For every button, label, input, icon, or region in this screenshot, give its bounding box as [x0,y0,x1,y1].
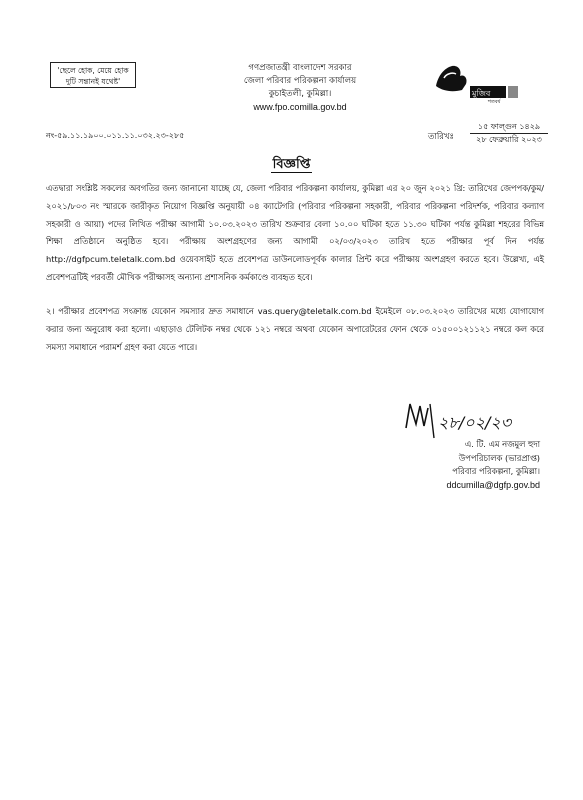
signatory-office: পরিবার পরিকল্পনা, কুমিল্লা। [452,466,540,476]
logo-subtext: শতবর্ষ [488,99,501,104]
handwritten-signature [398,398,548,442]
header-line-1: গণপ্রজাতন্ত্রী বাংলাদেশ সরকার [248,63,352,73]
government-header [180,62,420,114]
memo-number: নং-৫৯.১১.১৯০০.০১১.১১.০৩২.২৩-২৮৫ [46,131,185,140]
header-line-3: কুচাইতলী, কুমিল্লা। [268,89,332,99]
slogan-line-2: দুটি সন্তানই যথেষ্ট' [65,77,121,86]
notice-title-text: বিজ্ঞপ্তি [272,157,311,172]
slogan-line-1: 'ছেলে হোক, মেয়ে হোক [57,66,129,75]
date-english: ২৮ ফেব্রুয়ারি ২০২৩ [476,135,542,144]
header-website: www.fpo.comilla.gov.bd [253,102,347,112]
signatory-block [360,438,540,492]
header-line-2: জেলা পরিবার পরিকল্পনা কার্যালয় [243,76,357,86]
notice-paragraph-1: এতদ্বারা সংশ্লিষ্ট সকলের অবগতির জন্য জানানো যাচ্ছে যে, জেলা পরিবার পরিকল্পনা কার্যালয়, কুমিল্লা এর ২০ জুন ২০২১ খ্রি: তারিখের জেপপক/কুম/২০২১/৮০৩ নং স্মারকে জারীকৃত নিয়োগ বিজ্ঞপ্তি অনুযায়ী ০৪ ক্যাটেগরি (পরিবার পরিকল্পনা সহকারী, পরিবার পরিকল্পনা পরিদর্শক, পরিবার কল্যাণ সহকারী ও আয়া) পদের লিখিত পরীক্ষা আগামী ১০.০৩.২০২৩ তারিখ শুক্রবার বেলা ১০.০০ ঘটিকা হতে ১১.৩০ ঘটিকা পর্যন্ত কুমিল্লা শহরের বিভিন্ন শিক্ষা প্রতিষ্ঠানে অনুষ্ঠিত হবে। পরীক্ষায় অংশগ্রহণের জন্য আগামী ০২/০৩/২০২৩ তারিখ হতে পরীক্ষার পূর্ব দিন পর্যন্ত http://dgfpcum.teletalk.com.bd ওয়েবসাইট হতে প্রবেশপত্র ডাউনলোডপূর্বক কালার প্রিন্ট করে পরীক্ষায় অংশগ্রহণ করতে হবে। উল্লেখ্য, এই প্রবেশপত্রটিই পরবর্তী মৌখিক পরীক্ষাসহ অন্যান্য প্রশাসনিক কর্মকাণ্ডে ব্যবহৃত হবে। [46,183,544,282]
notice-paragraph-2: ২। পরীক্ষার প্রবেশপত্র সংক্রান্ত যেকোন সমস্যার দ্রুত সমাধানে vas.query@teletalk.com.bd ইমেইলে ০৮.০৩.২০২৩ তারিখের মধ্যে যোগাযোগ করার জন্য অনুরোধ করা হলো। এছাড়াও টেলিটক নম্বর থেকে ১২১ নম্বরে অথবা যেকোন অপারেটরের ফোন থেকে ০১৫০০১২১১২১ নম্বরে কল করে সমস্যা সমাধানে পরামর্শ গ্রহণ করা যেতে পারে। [46,306,544,352]
slogan-box [50,62,136,88]
logo-text: মুজিব [472,89,491,98]
mujib-borsho-logo-icon [432,56,522,104]
date-label: তারিখঃ [428,132,455,142]
date-bangla: ১৫ ফাল্গুন ১৪২৯ [477,122,541,131]
signature-date: ২৮/০২/২৩ [438,413,512,432]
signatory-email[interactable]: ddcumilla@dgfp.gov.bd [446,479,540,490]
notice-title [0,155,583,176]
signatory-name: এ. টি. এম নজমুল হুদা [464,439,540,449]
date-box [470,121,548,146]
signatory-designation: উপপরিচালক (ভারপ্রাপ্ত) [458,452,540,463]
